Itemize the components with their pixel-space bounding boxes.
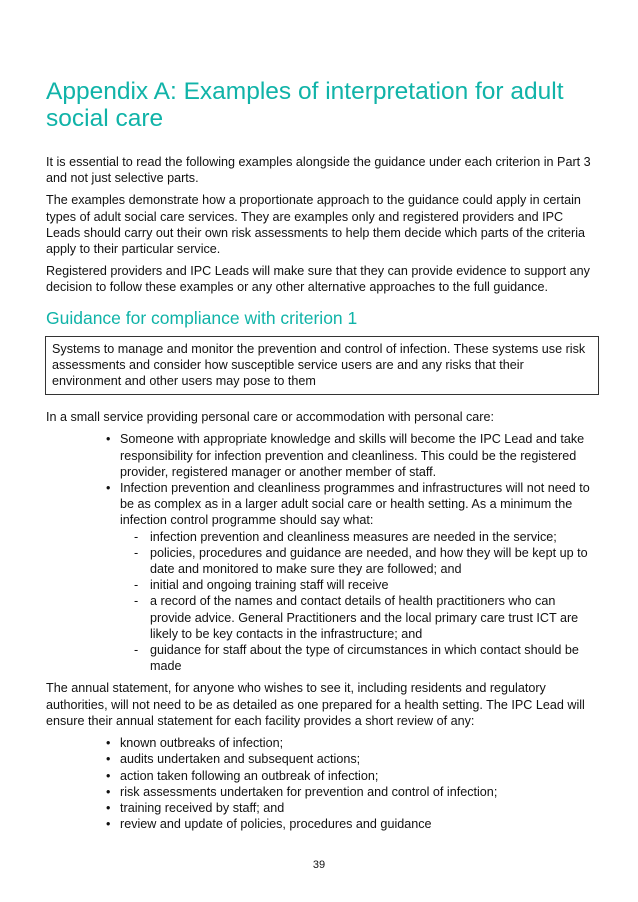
bullet-icon: • — [106, 800, 111, 815]
sub-list-item-text: policies, procedures and guidance are needed, and how they will be kept up to date and monitored to make sure they are followed; and — [150, 545, 588, 577]
bullet-icon: • — [106, 817, 111, 832]
page-number: 39 — [312, 859, 326, 871]
list-item — [106, 480, 598, 674]
bullet-icon: • — [106, 768, 111, 783]
list-item-text: review and update of policies, procedures and guidance — [120, 817, 432, 832]
list-item-text: training received by staff; and — [120, 800, 285, 815]
sub-list-item-text: initial and ongoing training staff will receive — [150, 578, 389, 593]
intro-paragraph-1: It is essential to read the following examples alongside the guidance under each criterion in Part 3 and not just selective parts. — [46, 155, 591, 186]
list-item — [106, 816, 598, 832]
list-item — [106, 768, 598, 784]
list-item — [106, 751, 598, 767]
bullet-icon: • — [106, 481, 111, 496]
sub-list-item — [134, 577, 598, 593]
bullet-icon: • — [106, 736, 111, 751]
intro-paragraph-3: Registered providers and IPC Leads will make sure that they can provide evidence to support any decision to follow these examples or any other alternative approaches to the full guidance. — [46, 264, 590, 295]
list-item-text: audits undertaken and subsequent actions; — [120, 752, 361, 767]
dash-icon: - — [134, 545, 139, 560]
sub-list-item — [134, 529, 598, 545]
list-item — [106, 784, 598, 800]
list-item-text: Someone with appropriate knowledge and skills will become the IPC Lead and take responsibility for infection prevention and cleanliness. This could be the registered provider, registered manager or another member of staff. — [120, 432, 585, 479]
page-title: Appendix A: Examples of interpretation for adult social care — [46, 78, 564, 132]
sub-list-item — [134, 593, 598, 642]
sub-list-item-text: infection prevention and cleanliness measures are needed in the service; — [150, 529, 557, 544]
small-service-list — [46, 431, 598, 674]
programme-list — [120, 529, 598, 675]
sub-list-item-text: guidance for staff about the type of circumstances in which contact should be made — [150, 643, 579, 674]
intro-paragraph-2: The examples demonstrate how a proportionate approach to the guidance could apply in certain types of adult social care services. They are examples only and registered providers and IPC Leads should carry out their own risk assessments to help them decide which parts of the criteria apply to their particular service. — [46, 193, 585, 257]
list-item — [106, 431, 598, 480]
sub-list-item — [134, 545, 598, 577]
dash-icon: - — [134, 594, 139, 609]
list-item — [106, 800, 598, 816]
annual-statement-list — [46, 735, 598, 832]
dash-icon: - — [134, 643, 139, 658]
bullet-icon: • — [106, 784, 111, 799]
list-item — [106, 735, 598, 751]
dash-icon: - — [134, 578, 139, 593]
sub-list-item — [134, 642, 598, 674]
list-item-text: Infection prevention and cleanliness programmes and infrastructures will not need to be as complex as in a larger adult social care or health setting. As a minimum the infection control programme should say what: — [120, 481, 590, 528]
small-service-intro: In a small service providing personal care or accommodation with personal care: — [46, 410, 494, 425]
dash-icon: - — [134, 529, 139, 544]
list-item-text: known outbreaks of infection; — [120, 736, 284, 751]
list-item-text: action taken following an outbreak of infection; — [120, 768, 379, 783]
section-heading: Guidance for compliance with criterion 1 — [46, 307, 358, 328]
document-page — [46, 78, 598, 838]
annual-statement-paragraph: The annual statement, for anyone who wishes to see it, including residents and regulatory authorities, will not need to be as detailed as one prepared for a health setting. The IPC Lead will ensure their annual statement for each facility provides a short review of any: — [46, 681, 585, 728]
criterion-text: Systems to manage and monitor the prevention and control of infection. These systems use risk assessments and consider how susceptible service users are and any risks that their environment and other users may pose to them — [52, 341, 586, 389]
sub-list-item-text: a record of the names and contact details of health practitioners who can provide advice. General Practitioners and the local primary care trust ICT are likely to be key contacts in the infrastructure; and — [150, 594, 579, 641]
list-item-text: risk assessments undertaken for prevention and control of infection; — [120, 784, 498, 799]
bullet-icon: • — [106, 432, 111, 447]
criterion-box — [45, 336, 599, 396]
bullet-icon: • — [106, 752, 111, 767]
